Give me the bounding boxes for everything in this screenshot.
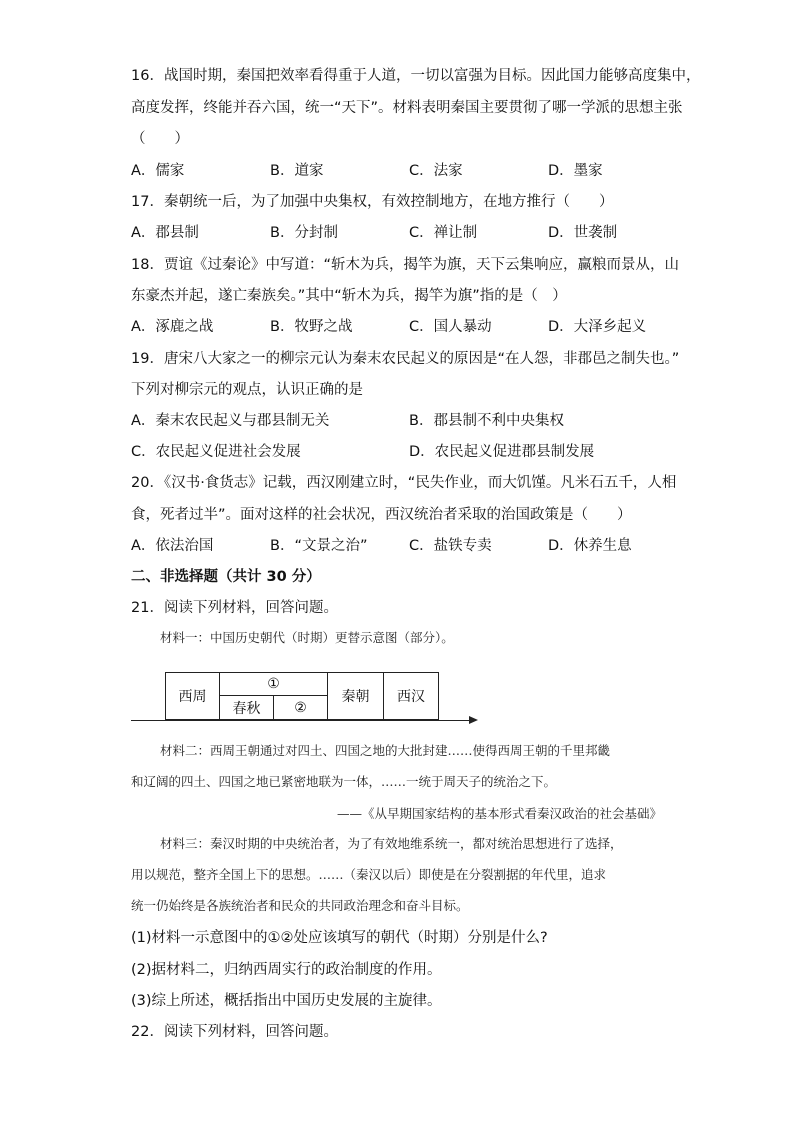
q21-material3-line2: 用以规范，整齐全国上下的思想。……（秦汉以后）即使是在分裂割据的年代里，追求 xyxy=(131,867,607,882)
timeline-slot-2: ② xyxy=(273,695,328,720)
q17-option-c: C．禅让制 xyxy=(409,225,478,241)
q18-text-line1: 18．贾谊《过秦论》中写道：“斩木为兵，揭竿为旗，天下云集响应，赢粮而景从，山 xyxy=(131,257,679,273)
q16-option-a: A．儒家 xyxy=(131,163,185,179)
q21-intro: 21．阅读下列材料，回答问题。 xyxy=(131,600,338,616)
q21-material1-caption: 材料一：中国历史朝代（时期）更替示意图（部分）。 xyxy=(160,630,454,645)
timeline-xihan: 西汉 xyxy=(383,672,439,720)
q18-option-a: A．涿鹿之战 xyxy=(131,319,214,335)
q16-option-d: D．墨家 xyxy=(548,163,603,179)
q21-material2-source: ——《从早期国家结构的基本形式看秦汉政治的社会基础》 xyxy=(336,806,662,821)
q19-text-line2: 下列对柳宗元的观点，认识正确的是 xyxy=(131,382,363,398)
q21-subquestion-2: (2)据材料二，归纳西周实行的政治制度的作用。 xyxy=(131,962,442,978)
q20-option-d: D．休养生息 xyxy=(548,538,632,554)
q22-intro: 22．阅读下列材料，回答问题。 xyxy=(131,1024,338,1040)
timeline-xizhou: 西周 xyxy=(165,672,220,720)
q20-option-c: C．盐铁专卖 xyxy=(409,538,492,554)
q16-text-line2: 高度发挥，终能并吞六国，统一“天下”。材料表明秦国主要贯彻了哪一学派的思想主张 xyxy=(131,100,683,116)
timeline-axis xyxy=(131,720,471,721)
timeline-slot-1: ① xyxy=(219,672,328,696)
q16-option-c: C．法家 xyxy=(409,163,463,179)
timeline-arrow-icon xyxy=(469,716,478,724)
q19-option-c: C．农民起义促进社会发展 xyxy=(131,444,301,460)
q21-subquestion-1: (1)材料一示意图中的①②处应该填写的朝代（时期）分别是什么? xyxy=(131,930,548,946)
q16-option-b: B．道家 xyxy=(270,163,324,179)
q20-text-line1: 20．《汉书·食货志》记载，西汉刚建立时，“民失作业，而大饥馑。凡米石五千，人相 xyxy=(131,475,677,491)
q21-material2-line1: 材料二：西周王朝通过对四土、四国之地的大批封建……使得西周王朝的千里邦畿 xyxy=(160,743,611,758)
q17-text-line1: 17．秦朝统一后，为了加强中央集权，有效控制地方，在地方推行（ ） xyxy=(131,194,614,210)
q21-material3-line3: 统一仍始终是各族统治者和民众的共同政治理念和奋斗目标。 xyxy=(131,898,469,913)
q18-text-line2: 东豪杰并起，遂亡秦族矣。”其中“斩木为兵，揭竿为旗”指的是（ ） xyxy=(131,288,567,304)
q18-option-d: D．大泽乡起义 xyxy=(548,319,647,335)
q20-option-b: B．“文景之治” xyxy=(270,538,368,554)
q17-option-a: A．郡县制 xyxy=(131,225,199,241)
timeline-chunqiu: 春秋 xyxy=(219,695,274,720)
q20-option-a: A．依法治国 xyxy=(131,538,214,554)
q21-material2-line2: 和辽阔的四土、四国之地已紧密地联为一体，……一统于周天子的统治之下。 xyxy=(131,774,557,789)
q16-text-line1: 16．战国时期，秦国把效率看得重于人道，一切以富强为目标。因此国力能够高度集中， xyxy=(131,68,701,84)
q19-option-b: B．郡县制不利中央集权 xyxy=(409,413,564,429)
timeline-qin: 秦朝 xyxy=(327,672,384,720)
q19-option-a: A．秦末农民起义与郡县制无关 xyxy=(131,413,330,429)
q18-option-c: C．国人暴动 xyxy=(409,319,492,335)
q21-subquestion-3: (3)综上所述，概括指出中国历史发展的主旋律。 xyxy=(131,993,442,1009)
q20-text-line2: 食，死者过半”。面对这样的社会状况，西汉统治者采取的治国政策是（ ） xyxy=(131,507,632,523)
q17-option-d: D．世袭制 xyxy=(548,225,618,241)
q19-option-d: D．农民起义促进郡县制发展 xyxy=(409,444,595,460)
section-heading: 二、非选择题（共计 30 分） xyxy=(131,569,321,585)
q19-text-line1: 19．唐宋八大家之一的柳宗元认为秦末农民起义的原因是“在人怨，非郡邑之制失也。” xyxy=(131,351,680,367)
q18-option-b: B．牧野之战 xyxy=(270,319,353,335)
dynasty-timeline xyxy=(131,660,483,730)
q21-material3-line1: 材料三：秦汉时期的中央统治者，为了有效地维系统一，都对统治思想进行了选择， xyxy=(160,836,623,851)
q17-option-b: B．分封制 xyxy=(270,225,338,241)
q16-text-line3: （ ） xyxy=(131,131,189,147)
